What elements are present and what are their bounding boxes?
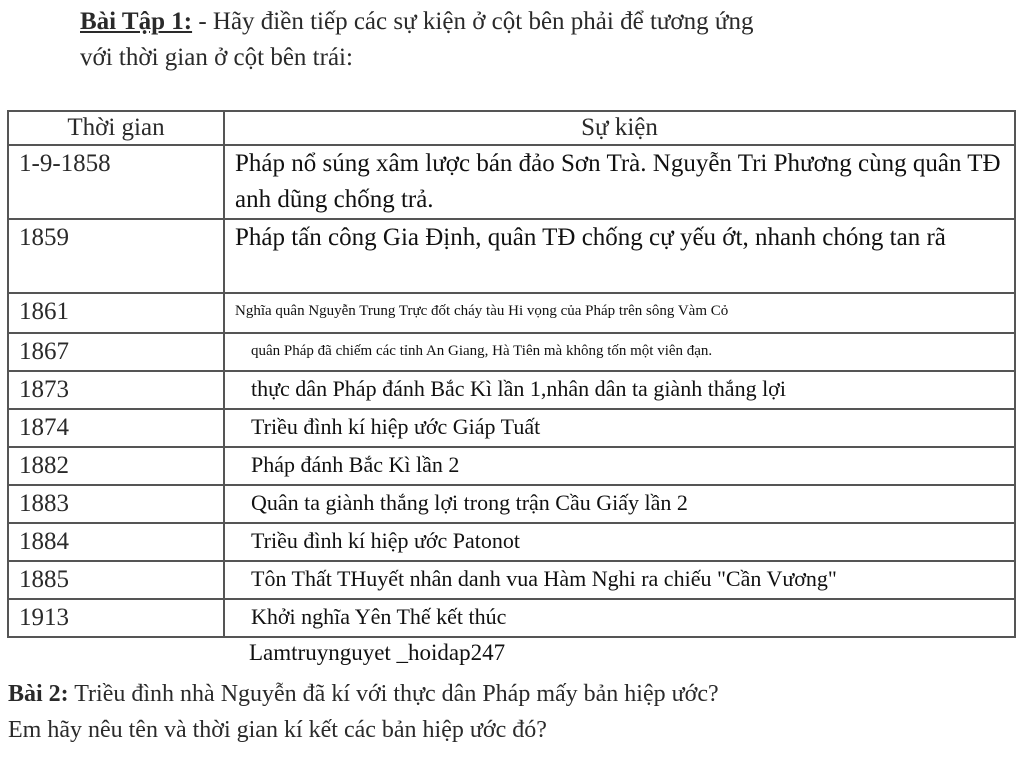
table-row (8, 447, 1015, 485)
exercise-1-instruction: - Hãy điền tiếp các sự kiện ở cột bên phải để tương ứng (192, 8, 754, 35)
event-cell: Pháp tấn công Gia Định, quân TĐ chống cự yếu ớt, nhanh chóng tan rã (224, 219, 1015, 293)
time-cell: 1859 (8, 219, 224, 293)
event-cell: quân Pháp đã chiếm các tỉnh An Giang, Hà Tiên mà không tốn một viên đạn. (224, 333, 1015, 371)
exercise-2-label: Bài 2: (8, 681, 69, 707)
exercise-2-line-2: Em hãy nêu tên và thời gian kí kết các bản hiệp ước đó? (8, 717, 547, 743)
table-row (8, 145, 1015, 219)
table-row (8, 219, 1015, 293)
table-row (8, 371, 1015, 409)
time-cell: 1883 (8, 485, 224, 523)
table-row (8, 293, 1015, 333)
time-cell: 1861 (8, 293, 224, 333)
event-cell: Triều đình kí hiệp ước Giáp Tuất (224, 409, 1015, 447)
header-event: Sự kiện (224, 111, 1015, 145)
exercise-2 (8, 676, 1008, 748)
table-row (8, 599, 1015, 637)
table-row (8, 523, 1015, 561)
exercise-2-question: Triều đình nhà Nguyễn đã kí với thực dân Pháp mấy bản hiệp ước? (68, 681, 719, 707)
time-cell: 1885 (8, 561, 224, 599)
events-table (7, 110, 1016, 638)
table-row (8, 561, 1015, 599)
event-cell: thực dân Pháp đánh Bắc Kì lần 1,nhân dân ta giành thắng lợi (224, 371, 1015, 409)
exercise-2-line-1 (8, 676, 1008, 712)
event-cell: Triều đình kí hiệp ước Patonot (224, 523, 1015, 561)
time-cell: 1-9-1858 (8, 145, 224, 219)
exercise-1-label: Bài Tập 1: (80, 8, 193, 35)
table-header-row (8, 111, 1015, 145)
time-cell: 1873 (8, 371, 224, 409)
time-cell: 1913 (8, 599, 224, 637)
table-row (8, 485, 1015, 523)
header-time: Thời gian (8, 111, 224, 145)
exercise-1-line-1 (80, 4, 980, 40)
event-cell: Pháp đánh Bắc Kì lần 2 (224, 447, 1015, 485)
time-cell: 1884 (8, 523, 224, 561)
table-row (8, 333, 1015, 371)
exercise-1-heading (80, 4, 980, 76)
event-cell: Nghĩa quân Nguyễn Trung Trực đốt cháy tàu Hi vọng của Pháp trên sông Vàm Cỏ (224, 293, 1015, 333)
event-cell: Khởi nghĩa Yên Thế kết thúc (224, 599, 1015, 637)
author-signature: Lamtruynguyet _hoidap247 (249, 640, 506, 665)
table-row (8, 409, 1015, 447)
event-cell: Quân ta giành thắng lợi trong trận Cầu Giấy lần 2 (224, 485, 1015, 523)
exercise-1-line-2: với thời gian ở cột bên trái: (80, 44, 353, 71)
event-cell: Pháp nổ súng xâm lược bán đảo Sơn Trà. Nguyễn Tri Phương cùng quân TĐ anh dũng chống trả. (224, 145, 1015, 219)
event-cell: Tôn Thất THuyết nhân danh vua Hàm Nghi ra chiếu "Cần Vương" (224, 561, 1015, 599)
time-cell: 1867 (8, 333, 224, 371)
time-cell: 1882 (8, 447, 224, 485)
time-cell: 1874 (8, 409, 224, 447)
